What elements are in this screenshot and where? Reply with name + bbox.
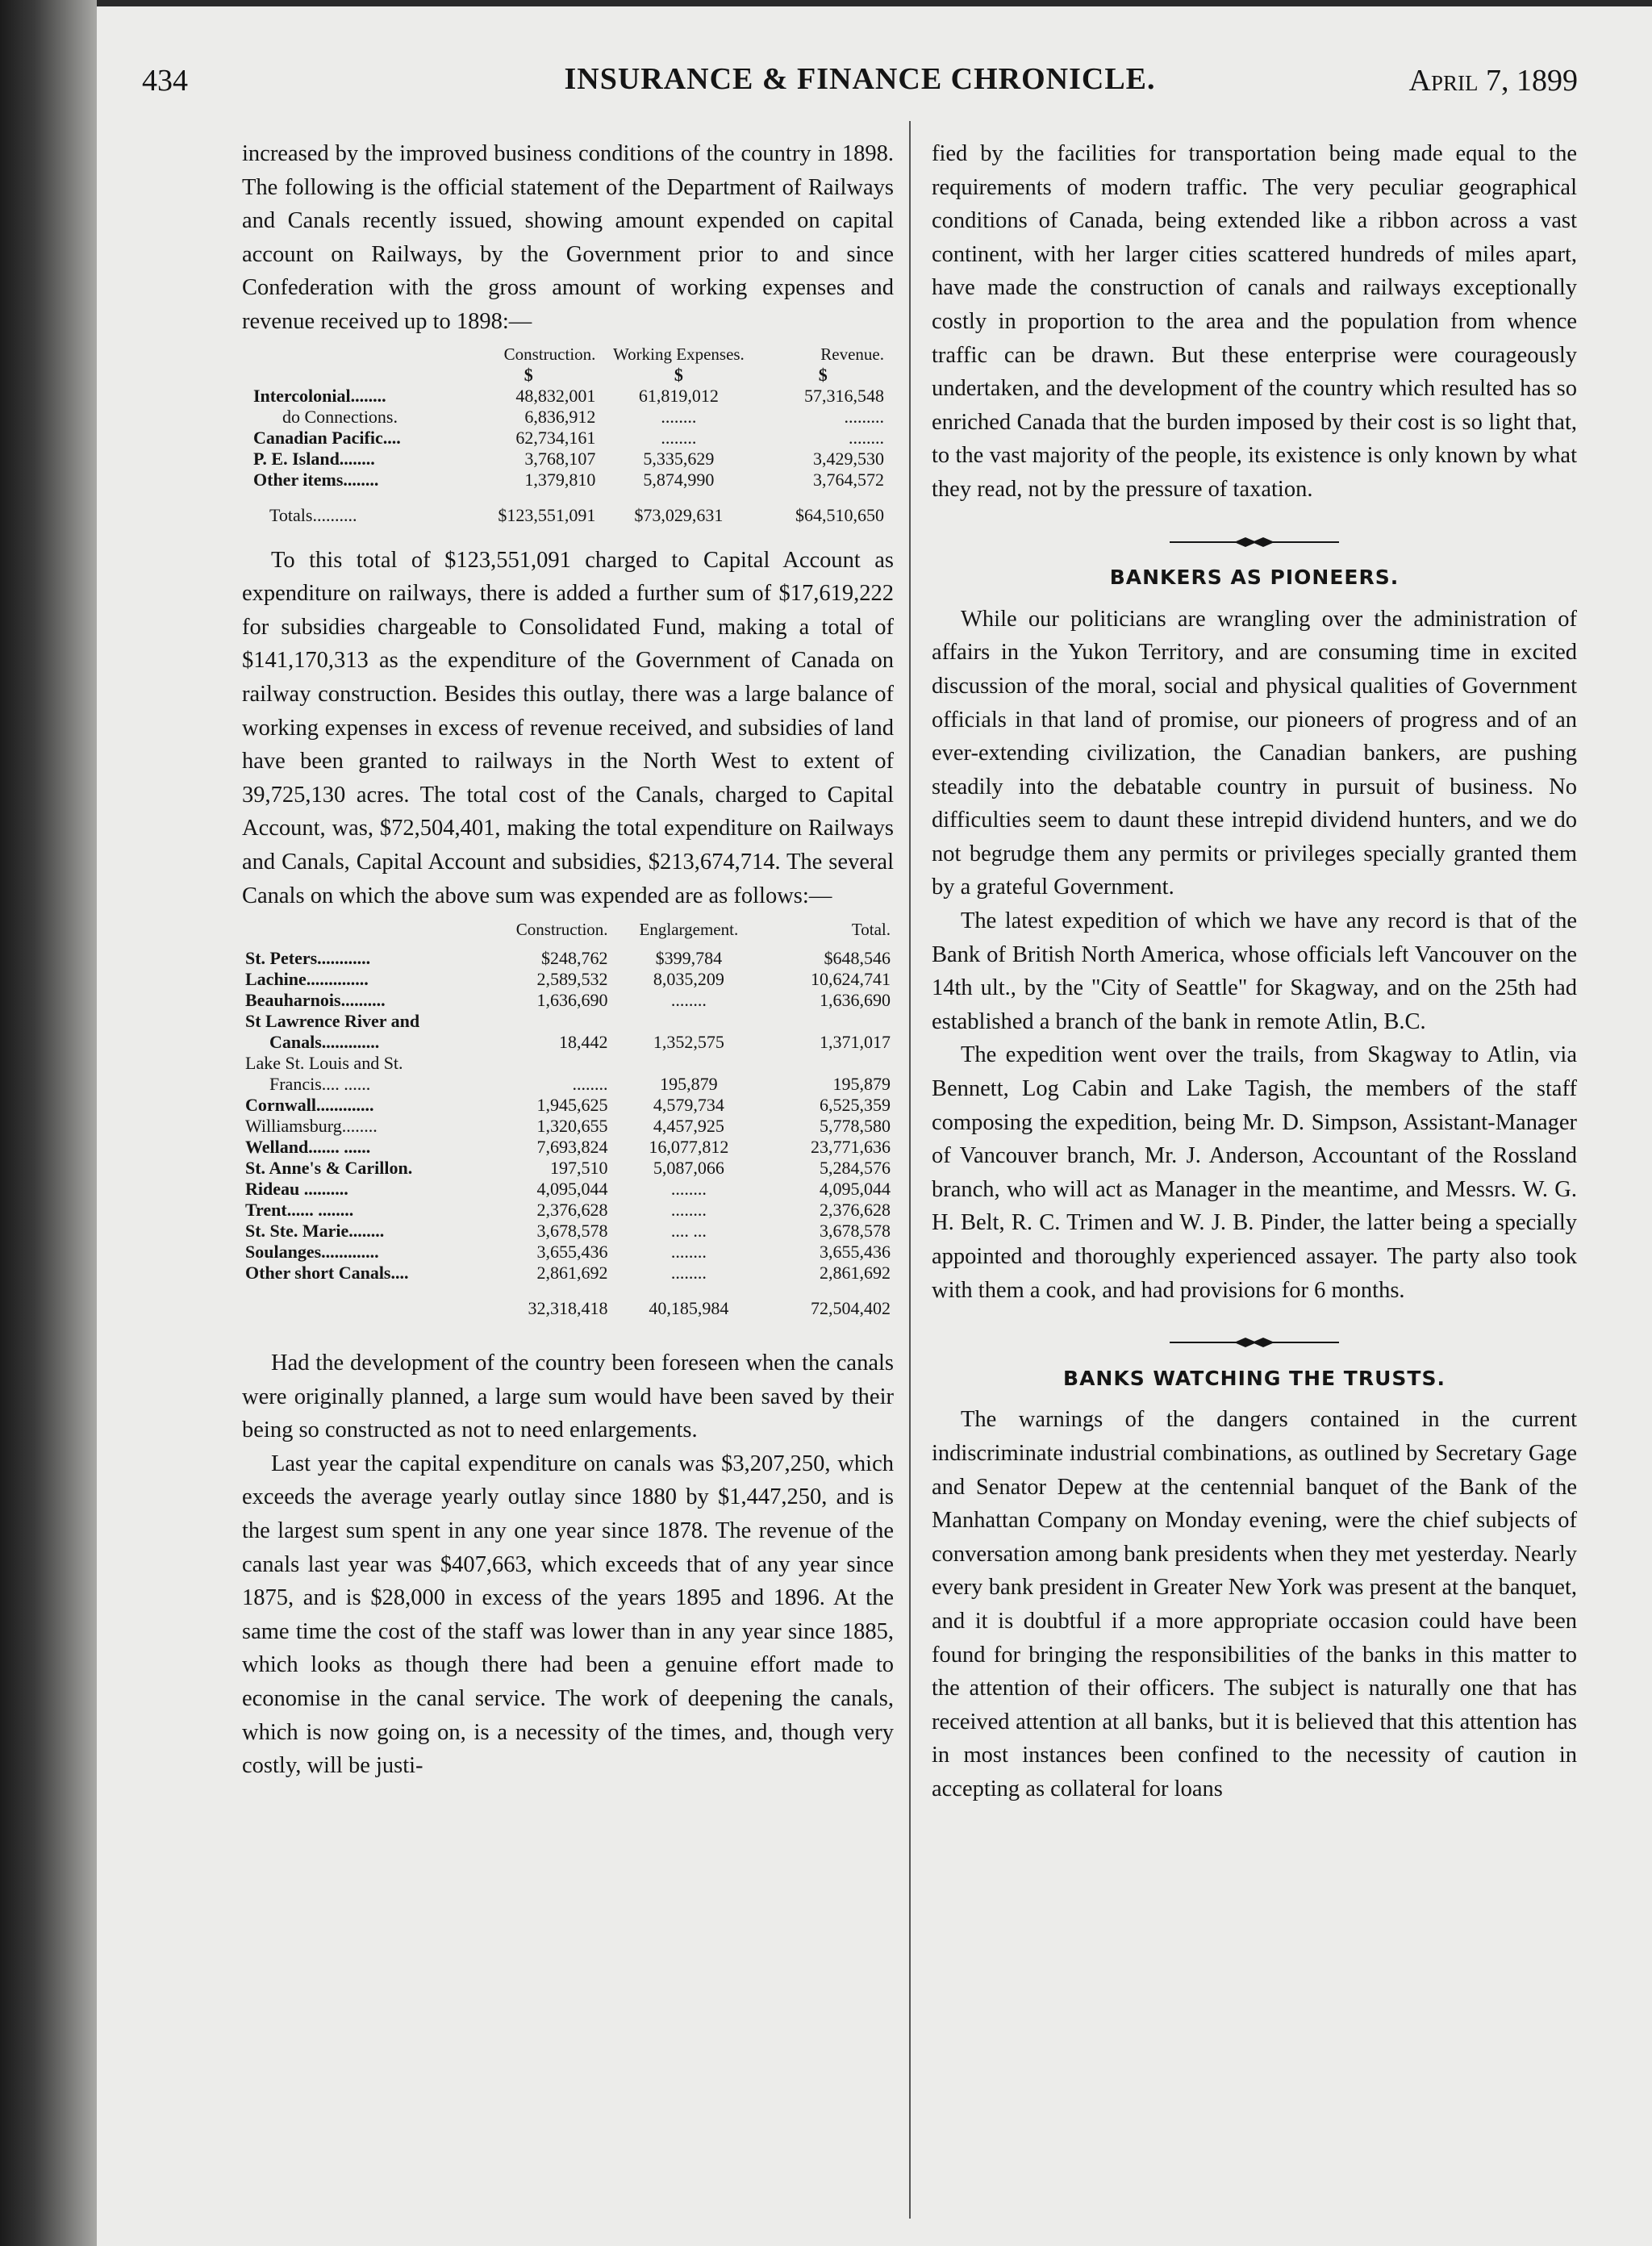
cell: 195,879 xyxy=(660,1074,718,1095)
cell: 197,510 xyxy=(550,1158,608,1179)
table-row xyxy=(242,990,894,1011)
cell: 57,316,548 xyxy=(804,385,884,406)
col-header: Working Expenses. xyxy=(613,344,745,364)
row-label: Trent...... ........ xyxy=(245,1200,354,1221)
publication-title: INSURANCE & FINANCE CHRONICLE. xyxy=(564,62,1156,96)
table-row xyxy=(242,1116,894,1137)
cell: 18,442 xyxy=(559,1032,608,1053)
canals-header-row xyxy=(242,919,894,940)
railways-header-row xyxy=(250,344,887,365)
row-label: Francis.... ...... xyxy=(269,1074,371,1095)
ornament-icon xyxy=(1170,536,1339,548)
book-gutter xyxy=(0,0,97,2246)
cell: 1,636,690 xyxy=(536,990,608,1011)
cell: ........ xyxy=(670,1263,707,1284)
cell xyxy=(766,1011,894,1032)
row-label: do Connections. xyxy=(282,406,398,427)
row-label: Totals.......... xyxy=(269,504,357,525)
table-row xyxy=(242,1158,894,1179)
table-row xyxy=(250,386,887,407)
column-divider xyxy=(909,121,911,2219)
railways-table xyxy=(250,344,887,526)
cell: 62,734,161 xyxy=(515,427,596,448)
paragraph: Last year the capital expenditure on canals was $3,207,250, which exceeds the average yearly outlay since 1880 by $1,447,250, and is the largest sum spent in any one year since 1878. The revenue of the canals last year was $407,663, which exceeds that of any year since 1875, and is $28,000 in excess of the years 1895 and 1896. At the same time the cost of the staff was lower than in any year since 1885, which looks as though there had been a genuine effort made to economise in the canal service. The work of deepening the canals, which is now going on, is a necessity of the times, and, though very costly, will be justi- xyxy=(242,1451,894,1779)
cell: 5,874,990 xyxy=(643,469,715,490)
page-header xyxy=(142,58,1578,106)
cell xyxy=(466,1011,611,1032)
totals-row xyxy=(250,491,887,526)
cell: 2,589,532 xyxy=(536,969,608,990)
unit-label: $ xyxy=(818,364,828,385)
row-label: Welland....... ...... xyxy=(245,1137,371,1158)
cell: ........ xyxy=(661,427,697,448)
section-heading: BANKERS AS PIONEERS. xyxy=(1109,566,1400,590)
cell: 5,284,576 xyxy=(820,1158,891,1179)
cell xyxy=(611,1053,767,1074)
cell: .... ... xyxy=(670,1221,707,1242)
cell: $248,762 xyxy=(541,948,608,969)
page-number: 434 xyxy=(142,64,188,98)
table-row xyxy=(242,1179,894,1200)
cell: 3,768,107 xyxy=(524,448,596,469)
row-label xyxy=(242,1284,466,1319)
table-row xyxy=(242,1074,894,1095)
table-row xyxy=(250,428,887,449)
cell: 3,678,578 xyxy=(536,1221,608,1242)
paragraph: While our politicians are wrangling over the administration of affairs in the Yukon Territory, and are consuming time in excited discussion of the moral, social and physical qualities of Government officials in that land of promise, our pioneers of progress and of an ever-extending civilization, the Canadian bankers, are pushing steadily into the debatable country in pursuit of business. No difficulties seem to daunt these intrepid dividend hunters, and we do not begrudge them any permits or privileges specially granted them by a grateful Government. xyxy=(932,606,1577,900)
table-row xyxy=(250,449,887,470)
cell: ........ xyxy=(670,1200,707,1221)
cell: 3,655,436 xyxy=(820,1242,891,1263)
cell: ........ xyxy=(670,1242,707,1263)
cell: $123,551,091 xyxy=(498,504,596,525)
table-row xyxy=(242,1263,894,1284)
row-label: St. Ste. Marie........ xyxy=(245,1221,385,1242)
issue-date: April 7, 1899 xyxy=(1408,64,1578,98)
paragraph: The expedition went over the trails, from Skagway to Atlin, via Bennett, Log Cabin and Lake Tagish, the members of the staff composing the expedition, being Mr. D. Simpson, Assistant-Manager of Vancouver branch, Mr. J. Anderson, Accountant of the Rossland branch, who will act as Manager in the meantime, and Messrs. W. G. H. Belt, R. C. Trimen and W. J. B. Pinder, the latter being a specially appointed and thoroughly experienced assayer. The party also took with them a cook, and had provisions for 6 months. xyxy=(932,1042,1577,1303)
cell: 7,693,824 xyxy=(536,1137,608,1158)
row-label: Soulanges............. xyxy=(245,1242,379,1263)
row-label: Rideau .......... xyxy=(245,1179,348,1200)
paragraph: The warnings of the dangers contained in the current indiscriminate industrial combinations, as outlined by Secretary Gage and Senator Depew at the centennial banquet of the Bank of the Manhattan Company on Monday evening, were the chief subjects of conversation among bank presidents when they met yesterday. Nearly every bank president in Greater New York was present at the banquet, and it is doubtful if a more appropriate occasion could have been found for bringing the responsibilities of the banks in this matter to the attention of their officers. The subject is naturally one that has received attention at all banks, but it is believed that this attention has in most instances been confined to the necessity of caution in accepting as collateral for loans xyxy=(932,1407,1577,1801)
cell: 1,945,625 xyxy=(536,1095,608,1116)
paragraph: The latest expedition of which we have any record is that of the Bank of British North America, whose officials left Vancouver on the 14th ult., by the "City of Seattle" for Skagway, and on the 25th had established a branch of the bank in remote Atlin, B.C. xyxy=(932,908,1577,1034)
col-header: Construction. xyxy=(515,920,608,940)
cell: 1,379,810 xyxy=(524,469,596,490)
cell: 2,861,692 xyxy=(820,1263,891,1284)
cell: 6,525,359 xyxy=(820,1095,891,1116)
cell: ......... xyxy=(844,406,884,427)
row-label: St. Peters............ xyxy=(245,948,371,969)
cell: 10,624,741 xyxy=(811,969,891,990)
col-header: Construction. xyxy=(503,344,596,364)
row-label: Cornwall............. xyxy=(245,1095,374,1116)
cell: 16,077,812 xyxy=(649,1137,729,1158)
row-label: P. E. Island........ xyxy=(253,448,375,469)
cell: 3,429,530 xyxy=(813,448,884,469)
table-row xyxy=(242,948,894,969)
cell: 23,771,636 xyxy=(811,1137,891,1158)
cell: 3,678,578 xyxy=(820,1221,891,1242)
table-row xyxy=(242,1053,894,1074)
ornament-divider xyxy=(932,524,1577,558)
paragraph: fied by the facilities for transportation being made equal to the requirements of modern traffic. The very peculiar geographical conditions of Canada, being extended like a ribbon across a vast continent, with her larger cities scattered hundreds of miles apart, have made the construction of canals and railways exceptionally costly in proportion to the area and the population from whence traffic can be drawn. But these enterprise were courageously undertaken, and the development of the country which resulted has so enriched Canada that the burden imposed by their cost is so light that, to the vast majority of the people, its existence is only known by what they read, not by the pressure of taxation. xyxy=(932,141,1577,502)
col-header: Revenue. xyxy=(820,344,884,364)
cell: 1,636,690 xyxy=(820,990,891,1011)
canals-table xyxy=(242,919,894,1319)
cell: ........ xyxy=(670,990,707,1011)
section-heading: BANKS WATCHING THE TRUSTS. xyxy=(1063,1366,1446,1390)
cell: $64,510,650 xyxy=(795,504,884,525)
cell: 5,778,580 xyxy=(820,1116,891,1137)
table-row xyxy=(242,1221,894,1242)
cell: 4,095,044 xyxy=(536,1179,608,1200)
row-label: Williamsburg........ xyxy=(245,1116,378,1137)
row-label: St. Anne's & Carillon. xyxy=(245,1158,413,1179)
unit-label: $ xyxy=(674,364,683,385)
cell: 61,819,012 xyxy=(638,385,719,406)
cell xyxy=(766,1053,894,1074)
cell: 4,457,925 xyxy=(653,1116,724,1137)
cell: $648,546 xyxy=(824,948,891,969)
totals-row xyxy=(242,1284,894,1319)
row-label: Canadian Pacific.... xyxy=(253,427,401,448)
table-row xyxy=(242,1032,894,1053)
cell: 3,655,436 xyxy=(536,1242,608,1263)
cell: 4,579,734 xyxy=(653,1095,724,1116)
paragraph: To this total of $123,551,091 charged to Capital Account as expenditure on railways, there is added a further sum of $17,619,222 for subsidies chargeable to Consolidated Fund, making a total of $141,170,313 as the expenditure of the Government of Canada on railway construction. Besides this outlay, there was a large balance of working expenses in excess of revenue received, and subsidies of land have been granted to railways in the North West to extent of 39,725,130 acres. The total cost of the Canals, charged to Capital Account, was, $72,504,401, making the total expenditure on Railways and Canals, Capital Account and subsidies, $213,674,714. The several Canals on which the above sum was expended are as follows:— xyxy=(242,547,894,908)
cell xyxy=(466,1053,611,1074)
cell: 1,320,655 xyxy=(536,1116,608,1137)
cell: ........ xyxy=(661,406,697,427)
cell: 2,376,628 xyxy=(536,1200,608,1221)
cell xyxy=(611,1011,767,1032)
col-header: Englargement. xyxy=(639,920,739,940)
left-column xyxy=(242,137,894,1783)
row-label: Intercolonial........ xyxy=(253,385,386,406)
row-label: Beauharnois.......... xyxy=(245,990,386,1011)
cell: 5,335,629 xyxy=(643,448,715,469)
intro-paragraph: increased by the improved business conditions of the country in 1898. The following is the official statement of the Department of Railways and Canals recently issued, showing amount expended on capital account on Railways, by the Government prior to and since Confederation with the gross amount of working expenses and revenue received up to 1898:— xyxy=(242,141,894,334)
cell: 2,376,628 xyxy=(820,1200,891,1221)
table-row xyxy=(250,407,887,428)
cell: 8,035,209 xyxy=(653,969,724,990)
cell: $399,784 xyxy=(655,948,723,969)
cell: ........ xyxy=(670,1179,707,1200)
unit-label: $ xyxy=(524,364,533,385)
cell: 1,352,575 xyxy=(653,1032,724,1053)
row-label: St Lawrence River and xyxy=(245,1011,420,1032)
paragraph: Had the development of the country been foreseen when the canals were originally planned, a large sum would have been saved by their being so constructed as not to need enlargements. xyxy=(242,1351,894,1443)
table-row xyxy=(242,1011,894,1032)
row-label: Lake St. Louis and St. xyxy=(245,1053,403,1074)
col-header: Total. xyxy=(851,920,891,940)
row-label: Other short Canals.... xyxy=(245,1263,409,1284)
cell: 72,504,402 xyxy=(811,1298,891,1319)
table-row xyxy=(242,1137,894,1158)
cell: 40,185,984 xyxy=(649,1298,729,1319)
ornament-divider xyxy=(932,1325,1577,1359)
row-label: Canals............. xyxy=(269,1032,380,1053)
right-column xyxy=(932,137,1577,1806)
row-label: Lachine.............. xyxy=(245,969,369,990)
table-row xyxy=(250,470,887,491)
table-row xyxy=(242,969,894,990)
cell: ........ xyxy=(572,1074,608,1095)
cell: 3,764,572 xyxy=(813,469,884,490)
cell: 32,318,418 xyxy=(528,1298,608,1319)
row-label: Other items........ xyxy=(253,469,379,490)
table-row xyxy=(242,1200,894,1221)
table-row xyxy=(242,1242,894,1263)
cell: 1,371,017 xyxy=(820,1032,891,1053)
cell: 6,836,912 xyxy=(524,406,596,427)
table-row xyxy=(242,1095,894,1116)
cell: 195,879 xyxy=(832,1074,891,1095)
cell: $73,029,631 xyxy=(634,504,724,525)
cell: 5,087,066 xyxy=(653,1158,724,1179)
ornament-icon xyxy=(1170,1337,1339,1348)
cell: 2,861,692 xyxy=(536,1263,608,1284)
cell: 4,095,044 xyxy=(820,1179,891,1200)
railways-units-row xyxy=(250,365,887,386)
cell: ........ xyxy=(849,427,884,448)
cell: 48,832,001 xyxy=(515,385,596,406)
